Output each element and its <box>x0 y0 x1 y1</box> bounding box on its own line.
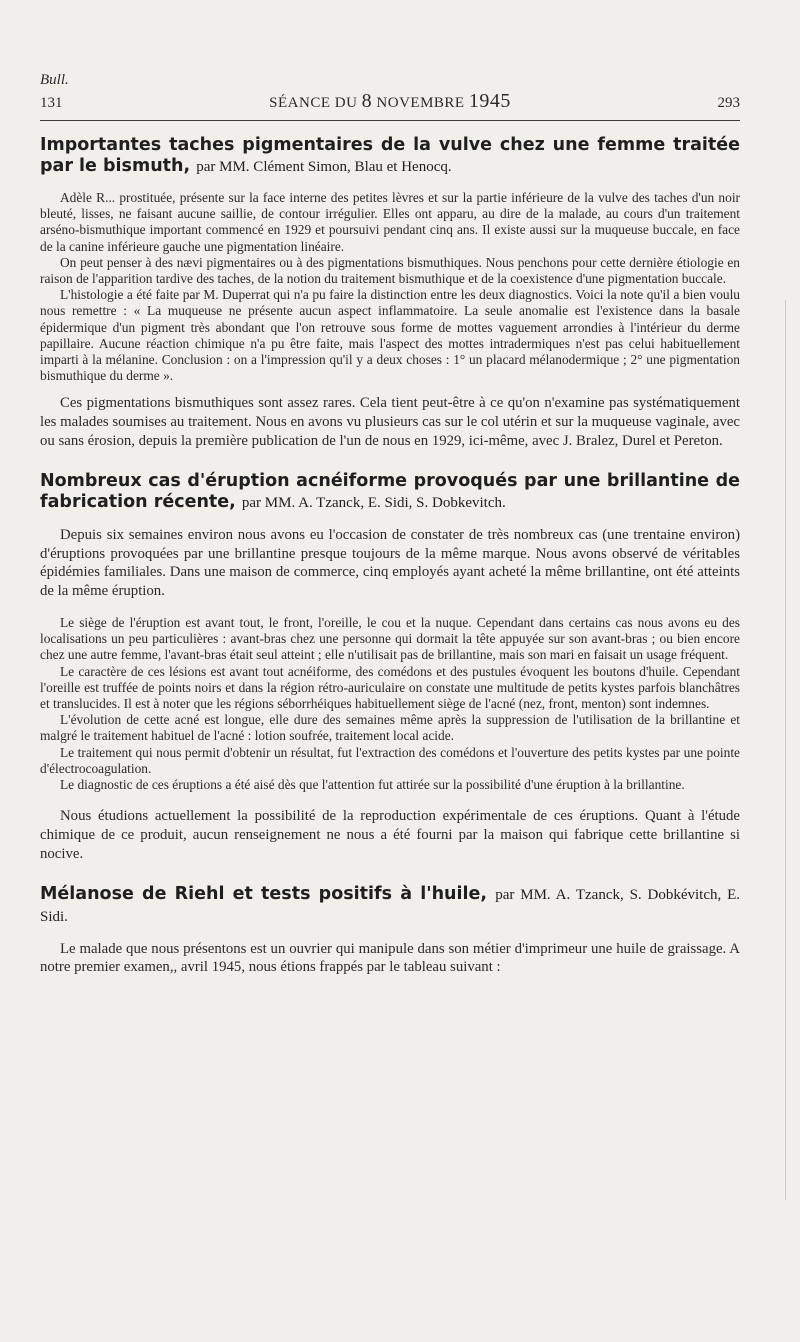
paragraph: L'histologie a été faite par M. Duperrat qui n'a pu faire la distinction entre les deux diagnostics. Voici la note qu'il a bien voulu nous remettre : « La muqueuse ne présente aucun aspect inflammatoire. La seule anomalie est l'existence dans la basale épidermique d'un pigment très abondant que l'on retrouve sous forme de mottes vaguement arrondies à l'intérieur du derme papillaire. Aucune réaction chimique n'a pu être faite, mais l'aspect des mottes intradermiques n'est pas celui habituellement imparti à la mélanine. Conclusion : on a l'impression qu'il y a deux choses : 1° un placard mélanodermique ; 2° une pigmentation bismuthique du derme ». <box>40 287 740 384</box>
running-header <box>40 90 740 114</box>
article-2 <box>40 471 740 864</box>
article-3-byline: par MM. A. Tzanck, S. Dobkévitch, E. Sidi. <box>40 886 741 925</box>
paragraph: Depuis six semaines environ nous avons eu l'occasion de constater de très nombreux cas (une trentaine environ) d'éruptions provoquées par une brillantine presque toujours de la même marque. Nous avons observé de véritables épidémies familiales. Dans une maison de commerce, cinq employés ayant acheté la même brillantine, ont été atteints de la même éruption. <box>40 526 740 600</box>
article-1-closing <box>40 394 740 450</box>
article-3 <box>40 884 740 978</box>
paragraph: Nous étudions actuellement la possibilité de la reproduction expérimentale de ces éruptions. Quant à l'étude chimique de ce produit, aucun renseignement ne nous a été fourni par la maison qui fabrique cette brillantine si nocive. <box>40 808 740 862</box>
article-2-byline: par MM. A. Tzanck, E. Sidi, S. Dobkevitch. <box>241 494 506 511</box>
paragraph: Adèle R... prostituée, présente sur la face interne des petites lèvres et sur la partie inférieure de la vulve des taches d'un noir bleuté, lisses, ne faisant aucune saillie, de contour irrégulier. Elles ont apparu, au dire de la malade, au cours d'un traitement arséno-bismuthique important commencé en 1929 et poursuivi pendant cinq ans. Il existe aussi sur la muqueuse buccale, en face de la canine inférieure gauche une pigmentation linéaire. <box>40 190 740 254</box>
article-1-byline: par MM. Clément Simon, Blau et Henocq. <box>196 159 452 175</box>
paragraph: L'évolution de cette acné est longue, elle dure des semaines même après la suppression de l'utilisation de la brillantine et malgré le traitement habituel de l'acné : lotion soufrée, traitement local acide. <box>40 712 740 744</box>
article-1-title: Importantes taches pigmentaires de la vulve chez une femme traitée par le bismuth, par MM. Clément Simon, Blau et Henocq. <box>40 135 740 176</box>
margin-line <box>785 300 786 1200</box>
paragraph: Le traitement qui nous permit d'obtenir un résultat, fut l'extraction des comédons et l'ouverture des petits kystes par une pointe d'électrocoagulation. <box>40 744 740 776</box>
page-number: 293 <box>717 95 740 111</box>
article-1 <box>40 135 740 451</box>
paragraph: Le diagnostic de ces éruptions a été aisé dès que l'attention fut attirée sur la possibilité d'une éruption à la brillantine. <box>60 777 685 793</box>
paragraph: Ces pigmentations bismuthiques sont assez rares. Cela tient peut-être à ce qu'on n'examine pas systématiquement les malades soumises au traitement. Nous en avons vu plusieurs cas sur le col utérin et sur la muqueuse vaginale, avec ou sans érosion, depuis la première publication de l'un de nous en 1929, ici-même, avec J. Bralez, Durel et Pereton. <box>40 395 740 450</box>
article-3-body <box>40 940 740 978</box>
article-3-title: Mélanose de Riehl et tests positifs à l'huile, par MM. A. Tzanck, S. Dobkévitch, E. Sidi. <box>40 883 741 925</box>
paragraph: Le siège de l'éruption est avant tout, le front, l'oreille, le cou et la nuque. Cependant dans certains cas nous avons eu des localisations un peu particulières : avant-bras chez une personne qui dormait la tête appuyée sur son avant-bras ; ou bien encore chez une autre femme, l'avant-bras était seul atteint ; elle n'utilisait pas de brillantine, mais son mari en faisait un usage fréquent. <box>40 615 740 663</box>
article-2-body <box>40 615 740 793</box>
article-2-title: Nombreux cas d'éruption acnéiforme provoqués par une brillantine de fabrication récente, par MM. A. Tzanck, E. Sidi, S. Dobkevitch. <box>40 470 740 512</box>
paragraph: Le malade que nous présentons est un ouvrier qui manipule dans son métier d'imprimeur une huile de graissage. A notre premier examen,, avril 1945, nous étions frappés par le tableau suivant : <box>40 940 740 976</box>
header-rule <box>40 120 740 121</box>
bull-label: Bull. <box>40 72 69 88</box>
article-2-intro <box>40 526 740 601</box>
paragraph: Le caractère de ces lésions est avant tout acnéiforme, des comédons et des pustules évoquent les boutons d'huile. Cependant l'oreille est truffée de points noirs et dans la région rétro-auriculaire on constate une multitude de petits kystes parfois blanchâtres et translucides. Il est à noter que les régions séborrhéiques habituellement siège de l'acné (nez, front, menton) sont indemnes. <box>40 663 740 712</box>
issue-number: 131 <box>40 95 63 111</box>
page <box>40 72 740 977</box>
article-2-closing <box>40 807 740 863</box>
paragraph: On peut penser à des nævi pigmentaires ou à des pigmentations bismuthiques. Nous penchons pour cette dernière étiologie en raison de l'apparition tardive des taches, de la notion du traitement bismuthique et de la coexistence d'une pigmentation buccale. <box>40 254 740 287</box>
article-1-body <box>40 190 740 384</box>
session-title: SÉANCE DU 8 NOVEMBRE 1945 <box>269 90 511 112</box>
